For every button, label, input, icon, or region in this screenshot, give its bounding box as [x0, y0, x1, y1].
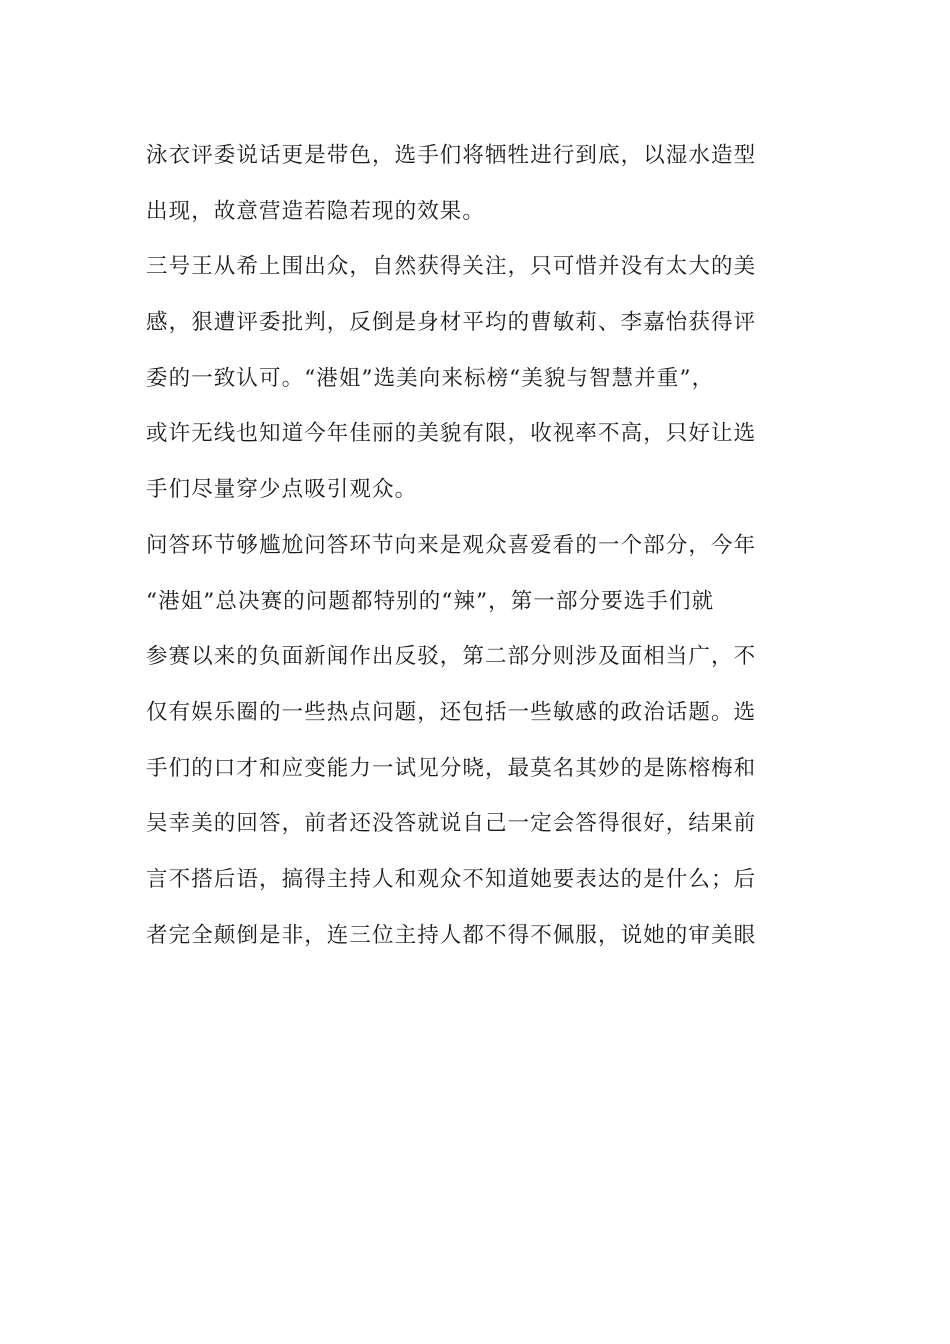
- text-line: 手们尽量穿少点吸引观众。: [146, 477, 418, 503]
- text-line: 言不搭后语，搞得主持人和观众不知道她要表达的是什么；后: [146, 866, 757, 892]
- text-line: 参赛以来的负面新闻作出反驳，第二部分则涉及面相当广，不: [146, 644, 757, 670]
- text-line: 者完全颠倒是非，连三位主持人都不得不佩服，说她的审美眼: [146, 922, 757, 948]
- text-line: 感，狠遭评委批判，反倒是身材平均的曹敏莉、李嘉怡获得评: [146, 310, 757, 336]
- text-line: 委的一致认可。“港姐”选美向来标榜“美貌与智慧并重”，: [146, 365, 715, 391]
- text-line: 或许无线也知道今年佳丽的美貌有限，收视率不高，只好让选: [146, 421, 757, 447]
- text-line: 手们的口才和应变能力一试见分晓，最莫名其妙的是陈榕梅和: [146, 755, 757, 781]
- text-line: 三号王从希上围出众，自然获得关注，只可惜并没有太大的美: [146, 254, 757, 280]
- body-text: [146, 128, 806, 963]
- text-line: 仅有娱乐圈的一些热点问题，还包括一些敏感的政治话题。选: [146, 699, 757, 725]
- text-line: 泳衣评委说话更是带色，选手们将牺牲进行到底，以湿水造型: [146, 143, 757, 168]
- text-line: 出现，故意营造若隐若现的效果。: [146, 198, 486, 224]
- text-line: 吴幸美的回答，前者还没答就说自己一定会答得很好，结果前: [146, 811, 757, 837]
- text-line: 问答环节够尴尬问答环节向来是观众喜爱看的一个部分，今年: [146, 532, 757, 558]
- text-line: “港姐”总决赛的问题都特别的“辣”，第一部分要选手们就: [146, 588, 715, 614]
